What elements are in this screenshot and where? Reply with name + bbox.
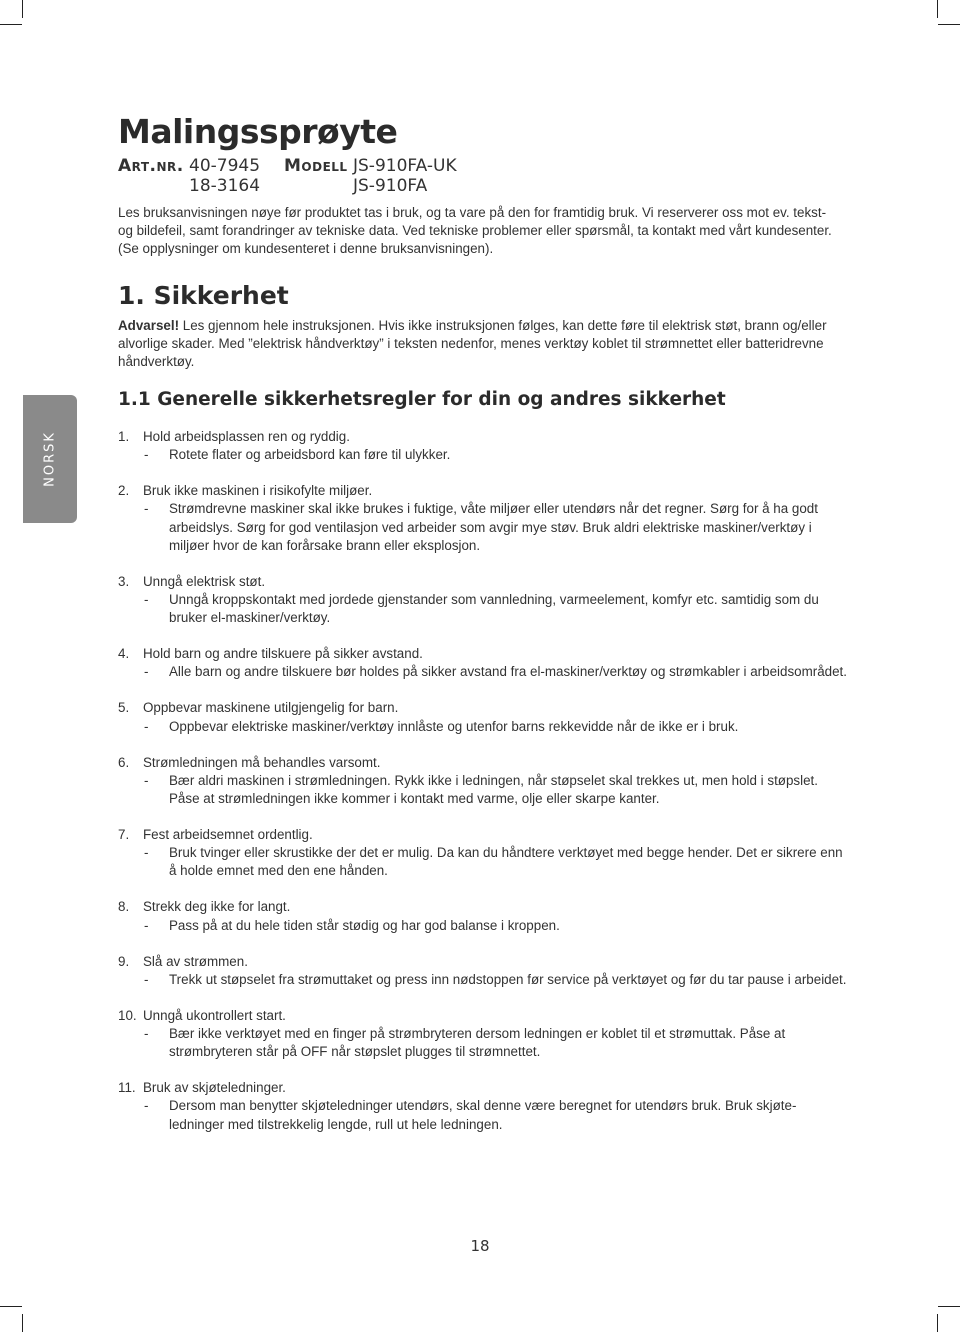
safety-rules-list: [118, 428, 848, 1152]
section-heading: 1. Sikkerhet: [118, 281, 289, 310]
rule-title: Hold arbeidsplassen ren og ryddig.: [143, 429, 350, 444]
rule-title: Strekk deg ikke for langt.: [143, 899, 291, 915]
crop-mark: [937, 1314, 938, 1332]
rule-title: Unngå elektrisk støt.: [143, 573, 266, 589]
list-item: [118, 428, 848, 464]
rule-title: Bruk av skjøteledninger.: [143, 1080, 286, 1096]
rule-title: Unngå ukontrollert start.: [143, 1007, 286, 1023]
rule-title: Fest arbeidsemnet ordentlig.: [143, 827, 313, 843]
list-item: [118, 953, 848, 989]
rule-number: 1.: [118, 429, 130, 444]
model-label: Modell: [284, 156, 348, 176]
intro-paragraph: Les bruksanvisningen nøye før produktet tas i bruk, og ta vare på den for framtidig bruk. Vi reserverer oss mot ev. tekst- og bildefeil, samt forandringer av tekniske data. Ved tekniske problemer eller spørsmål, ta kontakt med vårt kundesenter. (Se opplysninger om kundesenteret i denne bruksanvisningen).: [118, 205, 832, 257]
dash-bullet: -: [144, 971, 149, 987]
rule-title: Slå av strømmen.: [143, 953, 248, 969]
list-item: [118, 573, 848, 628]
rule-detail: Rotete flater og arbeidsbord kan føre til ulykker.: [169, 447, 451, 463]
rule-detail: Alle barn og andre tilskuere bør holdes på sikker avstand fra el-maskiner/verktøy og strømkabler i arbeidsområdet.: [169, 664, 847, 680]
rule-detail: Strømdrevne maskiner skal ikke brukes i fuktige, våte miljøer eller utendørs når det regner. Sørg for å ha godt arbeidslys. Sørg for god ventilasjon ved arbeider som avgir mye støv. Bruk aldri elektriske maskiner/verktøy i miljøer hvor de kan forårsake brann eller eksplosjon.: [169, 501, 818, 553]
document-title: Malingssprøyte: [118, 112, 398, 151]
rule-number: 3.: [118, 573, 130, 589]
rule-title: Strømledningen må behandles varsomt.: [143, 754, 381, 770]
rule-detail: Bruk tvinger eller skrustikke der det er mulig. Da kan du håndtere verktøyet med begge hender. Det er sikrere enn å holde emnet med den ene hånden.: [169, 845, 843, 879]
rule-detail: Bær ikke verktøyet med en finger på strømbryteren dersom ledningen er koblet til et strømuttak. Påse at strømbryteren står på OFF når støpslet plugges til strømnettet.: [169, 1026, 786, 1060]
rule-number: 6.: [118, 754, 130, 770]
warning-paragraph: [118, 317, 838, 372]
language-side-tab: NORSK: [23, 395, 77, 523]
rule-detail: Oppbevar elektriske maskiner/verktøy innlåste og utenfor barns rekkevidde når de ikke er i bruk.: [169, 718, 739, 734]
rule-title: Oppbevar maskinene utilgjengelig for barn.: [143, 700, 399, 716]
rule-number: 9.: [118, 953, 130, 969]
crop-mark: [938, 1306, 960, 1307]
dash-bullet: -: [144, 917, 149, 933]
dash-bullet: -: [144, 718, 149, 734]
list-item: [118, 826, 848, 881]
crop-mark: [937, 0, 938, 18]
rule-detail: Dersom man benytter skjøteledninger utendørs, skal denne være beregnet for utendørs bruk. Bruk skjøte-ledninger med tilstrekkelig lengde, rull ut hele ledningen.: [169, 1098, 797, 1132]
rule-title: Bruk ikke maskinen i risikofylte miljøer.: [143, 483, 373, 499]
crop-mark: [938, 24, 960, 25]
dash-bullet: -: [144, 664, 149, 680]
list-item: [118, 645, 848, 681]
art-label: Art.nr.: [118, 156, 184, 176]
list-item: [118, 1007, 848, 1062]
dash-bullet: -: [144, 447, 149, 463]
rule-detail: Bær aldri maskinen i strømledningen. Rykk ikke i ledningen, når støpselet skal trekkes ut, men hold i støpslet. Påse at strømledningen ikke kommer i kontakt med varme, olje eller skarpe kanter.: [169, 772, 818, 807]
rule-detail: Unngå kroppskontakt med jordede gjenstander som vannledning, varmeelement, komfyr etc. samtidig som du bruker el-maskiner/verktøy.: [169, 592, 819, 626]
art-number: 40-7945: [189, 156, 261, 176]
rule-title: Hold barn og andre tilskuere på sikker avstand.: [143, 646, 423, 662]
list-item: [118, 482, 848, 555]
rule-number: 7.: [118, 827, 130, 843]
model-number: JS-910FA: [353, 176, 428, 196]
crop-mark: [22, 1314, 23, 1332]
rule-detail: Pass på at du hele tiden står stødig og har god balanse i kroppen.: [169, 917, 560, 933]
rule-number: 4.: [118, 646, 130, 662]
rule-detail: Trekk ut støpselet fra strømuttaket og press inn nødstoppen før service på verktøyet og før du tar pause i arbeidet.: [169, 971, 847, 987]
list-item: [118, 1079, 848, 1134]
subsection-heading: 1.1 Generelle sikkerhetsregler for din og andres sikkerhet: [118, 389, 726, 410]
list-item: [118, 898, 848, 934]
model-number: JS-910FA-UK: [353, 156, 457, 176]
dash-bullet: -: [144, 772, 149, 788]
rule-number: 11.: [118, 1080, 136, 1096]
dash-bullet: -: [144, 845, 149, 861]
page-number: 18: [470, 1237, 490, 1255]
art-number: 18-3164: [189, 176, 261, 196]
crop-mark: [0, 24, 22, 25]
rule-number: 10.: [118, 1007, 137, 1023]
warning-label: Advarsel!: [118, 318, 180, 333]
dash-bullet: -: [144, 501, 149, 517]
dash-bullet: -: [144, 592, 149, 608]
dash-bullet: -: [144, 1098, 149, 1114]
warning-text: Les gjennom hele instruksjonen. Hvis ikke instruksjonen følges, kan dette føre til elektrisk støt, brann og/eller alvorlige skader. Med ”elektrisk håndverktøy” i teksten nedenfor, menes verktøy koblet til strømnettet eller batteridrevne håndverktøy.: [118, 318, 827, 370]
rule-number: 5.: [118, 700, 130, 716]
list-item: [118, 699, 848, 735]
crop-mark: [0, 1306, 22, 1307]
rule-number: 8.: [118, 899, 130, 915]
list-item: [118, 754, 848, 809]
rule-number: 2.: [118, 483, 130, 499]
dash-bullet: -: [144, 1026, 149, 1042]
crop-mark: [22, 0, 23, 18]
